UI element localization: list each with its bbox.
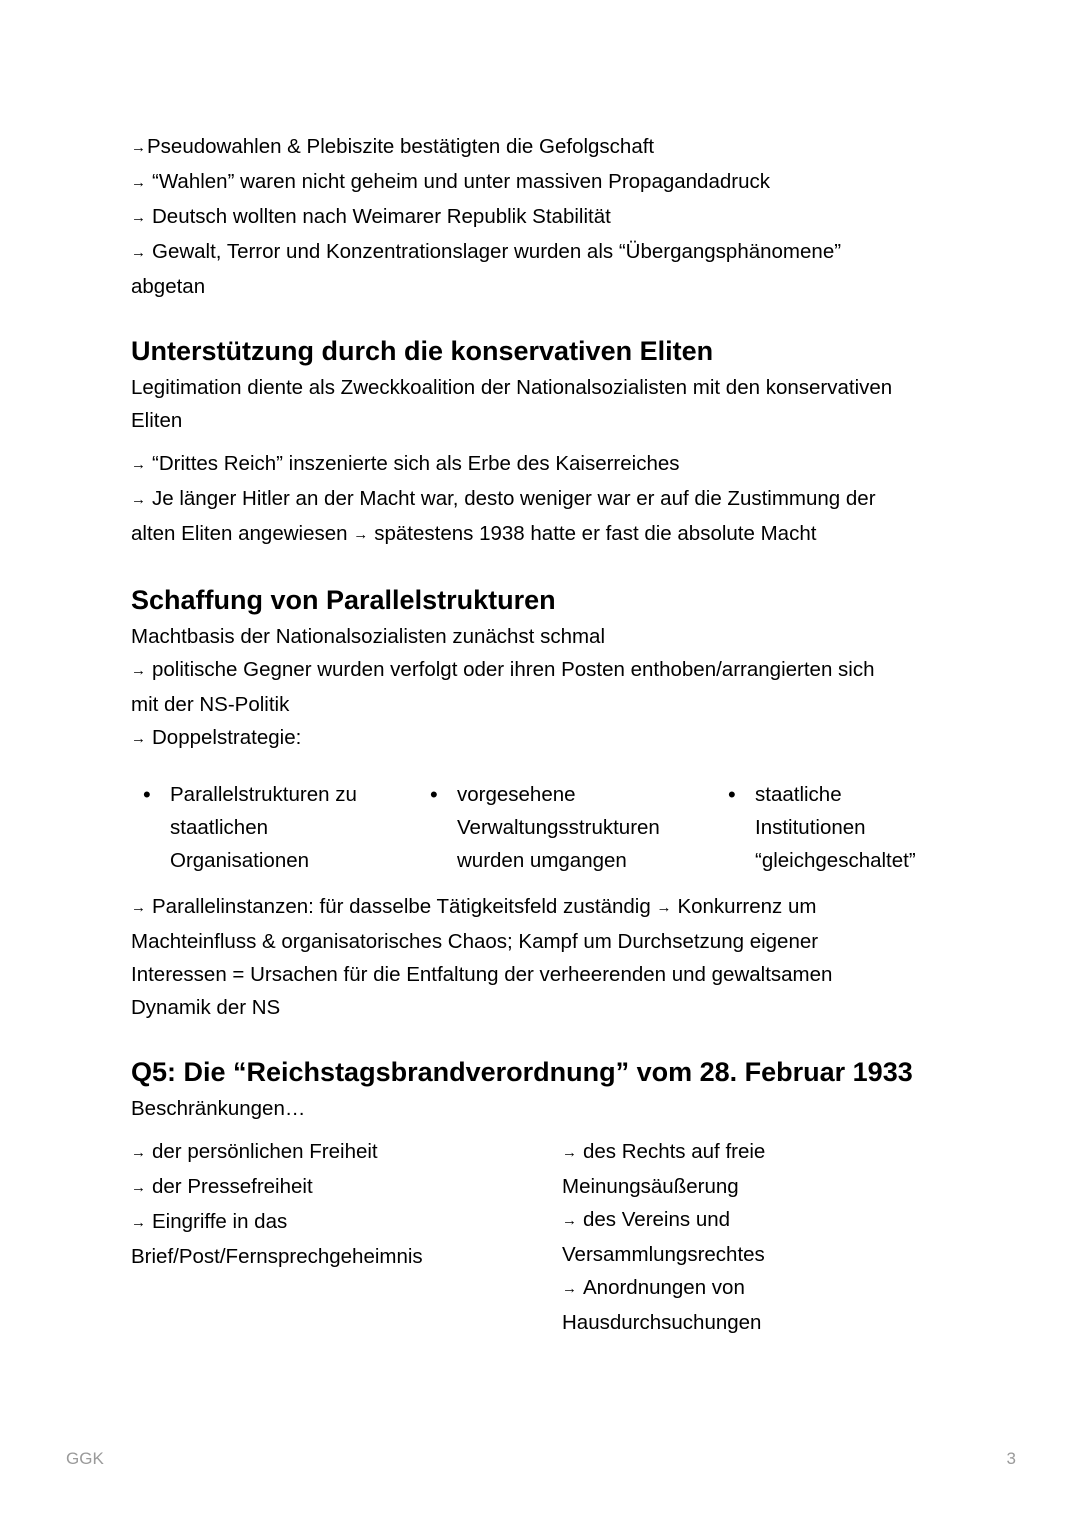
- arrow-icon: →: [131, 209, 146, 226]
- document-body: [131, 130, 961, 1335]
- q5-item-continuation: Brief/Post/Fernsprechgeheimnis: [131, 1245, 423, 1268]
- arrow-icon: →: [131, 491, 146, 508]
- q5-item-continuation: Hausdurchsuchungen: [562, 1311, 762, 1334]
- arrow-icon: →: [562, 1280, 577, 1297]
- eliten-paragraph-line: Legitimation diente als Zweckkoalition der Nationalsozialisten mit den konservativen: [131, 376, 893, 399]
- section-heading-eliten: Unterstützung durch die konservativen Eliten: [131, 336, 714, 366]
- eliten-arrow-item-continuation: alten Eliten angewiesen → spätestens 1938 hatte er fast die absolute Macht: [131, 522, 817, 545]
- q5-left-column: [131, 1135, 491, 1273]
- arrow-icon: →: [131, 662, 146, 679]
- parallel-arrow-item: → politische Gegner wurden verfolgt oder ihren Posten enthoben/arrangierten sich: [131, 658, 875, 681]
- strategy-column: • vorgesehene Verwaltungsstrukturen wurden umgangen: [430, 778, 690, 877]
- arrow-icon: →: [656, 899, 672, 916]
- q5-item: → der Pressefreiheit: [131, 1175, 313, 1198]
- arrow-icon: →: [131, 1179, 146, 1196]
- arrow-icon: →: [131, 139, 146, 156]
- arrow-icon: →: [131, 1144, 146, 1161]
- strategy-column: • Parallelstrukturen zu staatlichen Organisationen: [143, 778, 393, 877]
- q5-item: → der persönlichen Freiheit: [131, 1140, 378, 1163]
- footer-label: GGK: [66, 1449, 104, 1468]
- intro-line: →Pseudowahlen & Plebiszite bestätigten die Gefolgschaft: [131, 135, 655, 158]
- arrow-icon: →: [131, 899, 146, 916]
- page-number: 3: [1006, 1449, 1016, 1468]
- q5-intro: Beschränkungen…: [131, 1097, 306, 1120]
- arrow-icon: →: [131, 174, 146, 191]
- parallel-conclusion: [131, 890, 961, 1024]
- q5-item: → des Vereins und: [562, 1208, 731, 1231]
- conclusion-line: Dynamik der NS: [131, 996, 281, 1019]
- q5-item: → des Rechts auf freie: [562, 1140, 766, 1163]
- q5-item: → Anordnungen von: [562, 1276, 745, 1299]
- eliten-paragraph-line: Eliten: [131, 409, 183, 432]
- arrow-icon: →: [562, 1144, 577, 1161]
- doppelstrategie-columns: [131, 778, 961, 878]
- eliten-arrow-item: → “Drittes Reich” inszenierte sich als Erbe des Kaiserreiches: [131, 452, 680, 475]
- section-heading-parallelstrukturen: Schaffung von Parallelstrukturen: [131, 585, 556, 615]
- arrow-icon: →: [131, 730, 146, 747]
- intro-line-continuation: abgetan: [131, 275, 206, 298]
- arrow-icon: →: [353, 526, 369, 543]
- q5-columns: [131, 1135, 961, 1335]
- arrow-icon: →: [131, 456, 146, 473]
- arrow-icon: →: [131, 1214, 146, 1231]
- intro-line: → Deutsch wollten nach Weimarer Republik Stabilität: [131, 205, 611, 228]
- q5-right-column: [562, 1135, 862, 1339]
- bullet-icon: •: [728, 782, 736, 807]
- conclusion-line: Machteinfluss & organisatorisches Chaos; Kampf um Durchsetzung eigener: [131, 930, 819, 953]
- intro-arrow-list: [131, 130, 961, 303]
- arrow-icon: →: [131, 244, 146, 261]
- section-heading-q5: Q5: Die “Reichstagsbrandverordnung” vom 28. Februar 1933: [131, 1057, 913, 1087]
- q5-item-continuation: Versammlungsrechtes: [562, 1243, 765, 1266]
- strategy-column: • staatliche Institutionen “gleichgeschaltet”: [728, 778, 948, 877]
- bullet-icon: •: [143, 782, 151, 807]
- q5-item: → Eingriffe in das: [131, 1210, 288, 1233]
- intro-line: → Gewalt, Terror und Konzentrationslager wurden als “Übergangsphänomene”: [131, 240, 842, 263]
- parallel-text-line: Machtbasis der Nationalsozialisten zunächst schmal: [131, 625, 606, 648]
- parallel-text-line: mit der NS-Politik: [131, 693, 290, 716]
- conclusion-line: Interessen = Ursachen für die Entfaltung der verheerenden und gewaltsamen: [131, 963, 833, 986]
- conclusion-line: → Parallelinstanzen: für dasselbe Tätigkeitsfeld zuständig → Konkurrenz um: [131, 895, 817, 918]
- q5-item-continuation: Meinungsäußerung: [562, 1175, 739, 1198]
- parallel-arrow-item: → Doppelstrategie:: [131, 726, 302, 749]
- bullet-icon: •: [430, 782, 438, 807]
- eliten-arrow-item: → Je länger Hitler an der Macht war, desto weniger war er auf die Zustimmung der: [131, 487, 876, 510]
- intro-line: → “Wahlen” waren nicht geheim und unter massiven Propagandadruck: [131, 170, 770, 193]
- arrow-icon: →: [562, 1212, 577, 1229]
